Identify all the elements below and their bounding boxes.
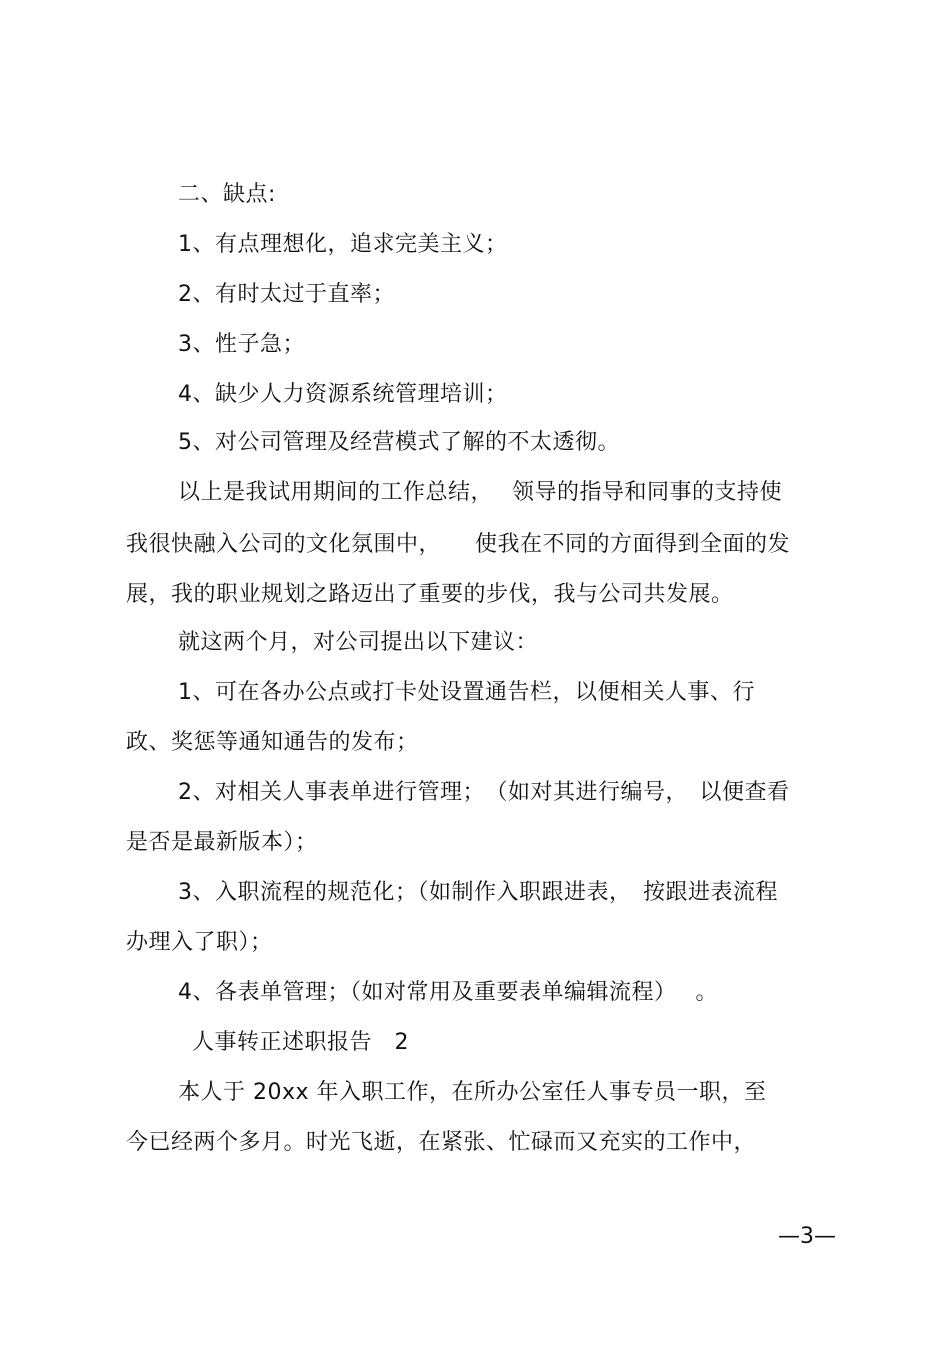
list-item: 5、对公司管理及经营模式了解的不太透彻。 [178, 430, 620, 455]
paragraph-line: 展，我的职业规划之路迈出了重要的步伐，我与公司共发展。 [126, 582, 734, 607]
suggestion-item: 3、入职流程的规范化；（如制作入职跟进表， 按跟进表流程 [178, 880, 778, 905]
suggestion-item: 是否是最新版本）； [126, 830, 318, 855]
suggestion-item: 1、可在各办公点或打卡处设置通告栏，以便相关人事、行 [178, 680, 755, 705]
suggestion-item: 4、各表单管理；（如对常用及重要表单编辑流程） 。 [178, 980, 718, 1005]
paragraph-line: 以上是我试用期间的工作总结， 领导的指导和同事的支持使 [178, 480, 782, 505]
paragraph-line: 就这两个月，对公司提出以下建议： [178, 630, 539, 655]
report-title: 人事转正述职报告 2 [192, 1030, 409, 1055]
list-item: 4、缺少人力资源系统管理培训； [178, 382, 508, 407]
paragraph-line: 我很快融入公司的文化氛围中， 使我在不同的方面得到全面的发 [126, 532, 791, 557]
page-number: —3— [778, 1224, 836, 1249]
suggestion-item: 办理入了职）； [126, 930, 273, 955]
suggestion-item: 政、奖惩等通知通告的发布； [126, 730, 419, 755]
suggestion-item: 2、对相关人事表单进行管理； （如对其进行编号， 以便查看 [178, 780, 790, 805]
paragraph-line: 本人于 20xx 年入职工作，在所办公室任人事专员一职，至 [178, 1080, 767, 1105]
paragraph-line: 今已经两个多月。时光飞逝，在紧张、忙碌而又充实的工作中， [126, 1130, 757, 1155]
list-item: 2、有时太过于直率； [178, 282, 395, 307]
list-item: 1、有点理想化，追求完美主义； [178, 232, 508, 257]
list-item: 3、性子急； [178, 332, 305, 357]
section-heading-shortcomings: 二、缺点: [178, 182, 276, 207]
